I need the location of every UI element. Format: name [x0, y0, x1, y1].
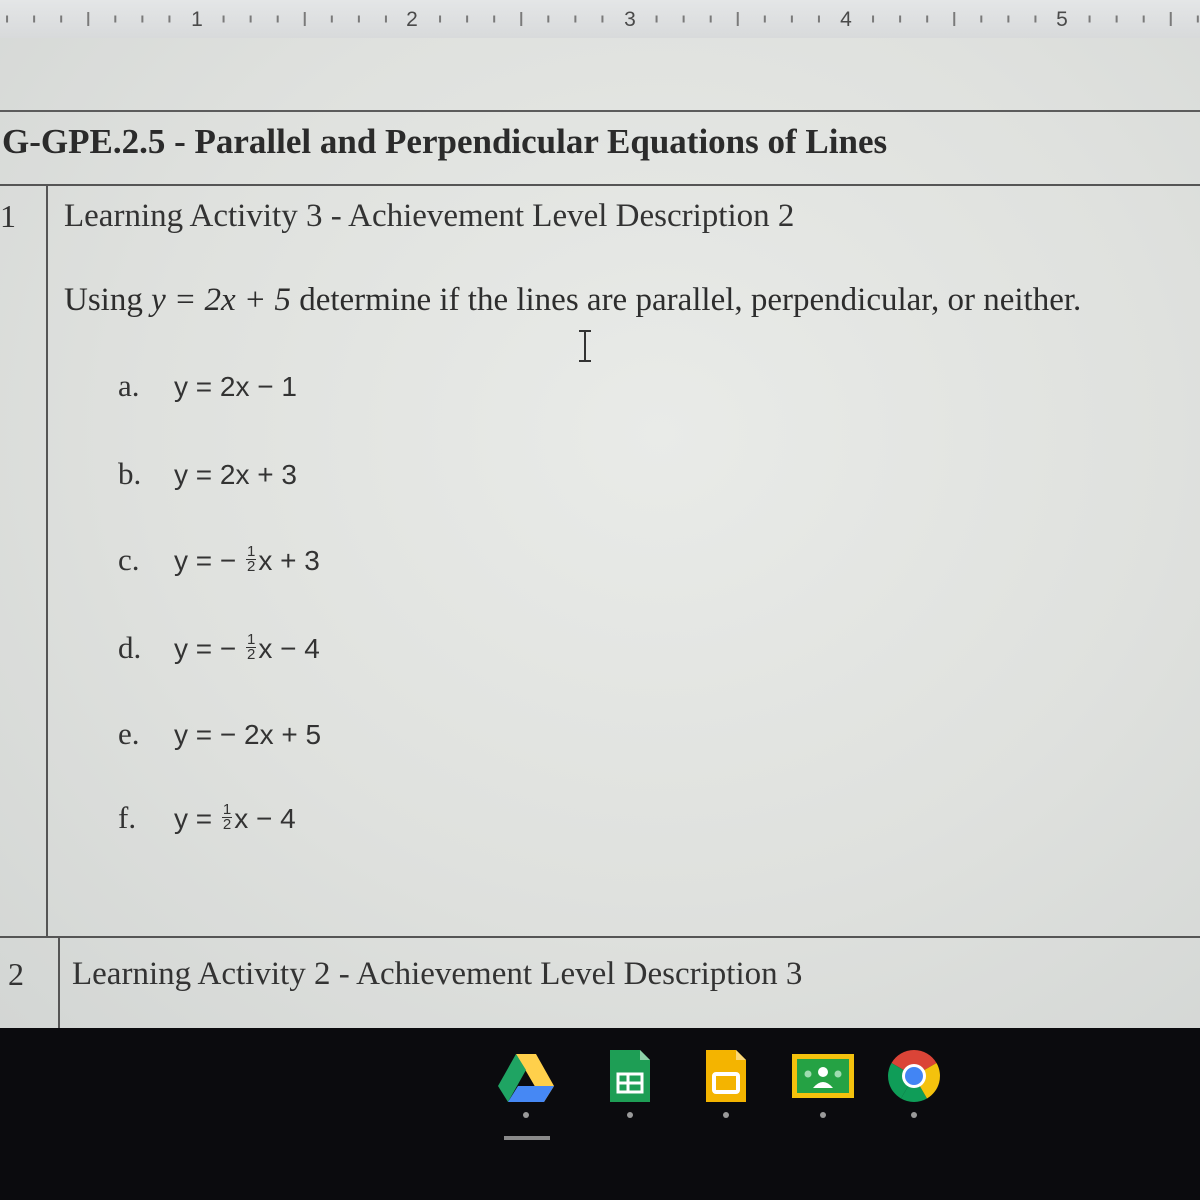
equation-lead: y =	[174, 803, 220, 834]
row-number-2: 2	[8, 956, 24, 992]
option-equation: y = − 2x + 5	[174, 719, 322, 750]
table-border-top	[0, 184, 1200, 186]
fraction	[246, 633, 256, 662]
sheets-running-indicator	[627, 1112, 633, 1118]
option-letter: b.	[118, 456, 142, 491]
equation-lead: y = −	[174, 545, 245, 576]
ruler-number-3: 3	[624, 8, 636, 31]
option-a[interactable]	[118, 368, 297, 408]
fraction	[222, 803, 232, 832]
option-b[interactable]	[118, 456, 297, 496]
header-rule	[0, 110, 1200, 112]
fraction-numerator: 1	[247, 631, 256, 649]
ruler-number-2: 2	[406, 8, 418, 31]
option-f[interactable]	[118, 800, 296, 840]
table-column-divider-row-1	[46, 184, 48, 936]
table-row-divider	[0, 936, 1200, 938]
option-letter: a.	[118, 368, 140, 403]
ruler-number-5: 5	[1056, 8, 1068, 31]
table-column-divider-row-2	[58, 938, 60, 1028]
chrome-icon[interactable]	[884, 1046, 944, 1106]
drive-running-indicator	[523, 1112, 529, 1118]
fraction-denominator: 2	[247, 558, 256, 576]
google-slides-icon[interactable]	[696, 1046, 756, 1106]
text-cursor-icon	[576, 330, 594, 362]
fraction-denominator: 2	[247, 646, 256, 664]
row-2-heading[interactable]: Learning Activity 2 - Achievement Level Description 3	[72, 956, 803, 992]
option-e[interactable]	[118, 716, 321, 756]
option-equation: y = 2x + 3	[174, 459, 297, 490]
fraction-numerator: 1	[247, 543, 256, 561]
option-c[interactable]	[118, 542, 320, 582]
prompt-equation: y = 2x + 5	[151, 282, 291, 318]
ruler-number-1: 1	[191, 8, 203, 31]
question-prompt[interactable]	[64, 282, 1081, 319]
google-classroom-icon[interactable]	[790, 1046, 856, 1106]
chrome-running-indicator	[911, 1112, 917, 1118]
fraction-denominator: 2	[222, 816, 232, 834]
option-equation	[174, 803, 296, 835]
classroom-running-indicator	[820, 1112, 826, 1118]
ruler-number-4: 4	[840, 8, 852, 31]
option-letter: d.	[118, 630, 142, 665]
equation-tail: x − 4	[234, 803, 296, 834]
google-sheets-icon[interactable]	[600, 1046, 660, 1106]
option-equation	[174, 545, 320, 577]
option-letter: c.	[118, 542, 140, 577]
document-title[interactable]: G-GPE.2.5 - Parallel and Perpendicular Equations of Lines	[2, 122, 888, 161]
google-drive-icon[interactable]	[496, 1046, 556, 1106]
fraction	[246, 545, 256, 574]
prompt-lead: Using	[64, 282, 152, 318]
prompt-tail: determine if the lines are parallel, perpendicular, or neither.	[290, 282, 1082, 318]
row-1-heading[interactable]: Learning Activity 3 - Achievement Level Description 2	[64, 198, 795, 234]
option-d[interactable]	[118, 630, 320, 670]
active-app-indicator	[504, 1136, 550, 1140]
option-letter: e.	[118, 716, 140, 751]
row-number-1: 1	[0, 198, 16, 234]
equation-lead: y = −	[174, 633, 245, 664]
horizontal-ruler[interactable]	[0, 0, 1200, 39]
taskbar	[0, 1028, 1200, 1200]
option-letter: f.	[118, 800, 137, 835]
option-equation	[174, 633, 320, 665]
ruler-ticks	[0, 0, 1200, 38]
equation-tail: x − 4	[258, 633, 320, 664]
slides-running-indicator	[723, 1112, 729, 1118]
document-page[interactable]	[0, 38, 1200, 1028]
equation-tail: x + 3	[258, 545, 320, 576]
option-equation: y = 2x − 1	[174, 371, 297, 402]
fraction-numerator: 1	[222, 801, 232, 819]
